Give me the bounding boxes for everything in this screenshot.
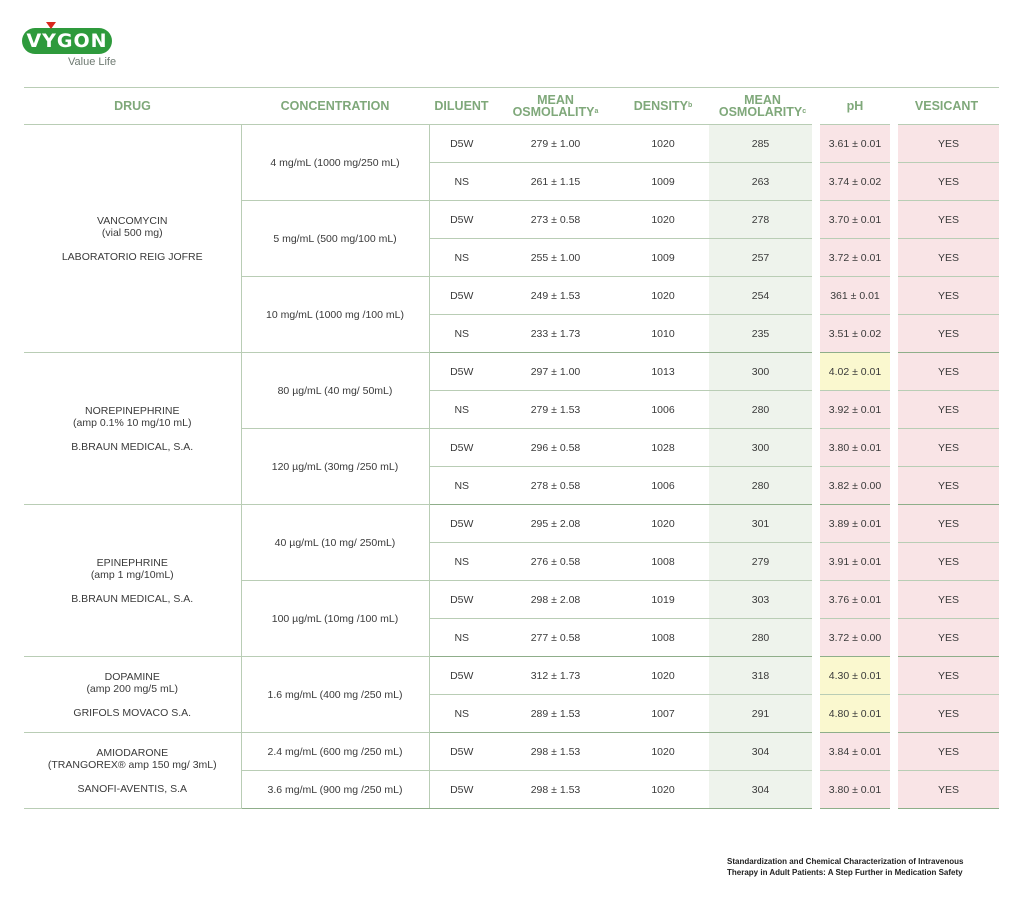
osmolality-cell: 276 ± 0.58 [494, 543, 617, 581]
table-row [24, 125, 999, 163]
density-cell: 1010 [617, 315, 709, 353]
ph-cell: 3.89 ± 0.01 [816, 505, 894, 543]
diluent-cell: D5W [429, 505, 494, 543]
ph-cell: 3.91 ± 0.01 [816, 543, 894, 581]
density-cell: 1020 [617, 505, 709, 543]
source-citation [727, 856, 987, 878]
vesicant-cell: YES [894, 353, 999, 391]
drug-name: DOPAMINE [104, 670, 160, 683]
diluent-cell: NS [429, 163, 494, 201]
osmolality-cell: 298 ± 2.08 [494, 581, 617, 619]
drug-cell [24, 657, 241, 733]
osmolarity-cell: 318 [709, 657, 816, 695]
vesicant-cell: YES [894, 125, 999, 163]
osmolality-cell: 279 ± 1.53 [494, 391, 617, 429]
header-drug: DRUG [24, 88, 241, 125]
density-cell: 1028 [617, 429, 709, 467]
osmolality-cell: 297 ± 1.00 [494, 353, 617, 391]
vesicant-cell: YES [894, 277, 999, 315]
osmolarity-cell: 280 [709, 391, 816, 429]
osmolarity-cell: 280 [709, 619, 816, 657]
logo-mark-icon [46, 22, 56, 29]
density-cell: 1020 [617, 771, 709, 809]
diluent-cell: NS [429, 695, 494, 733]
concentration-cell: 10 mg/mL (1000 mg /100 mL) [241, 277, 429, 353]
vesicant-cell: YES [894, 239, 999, 277]
drug-maker: B.BRAUN MEDICAL, S.A. [71, 592, 194, 605]
osmolarity-cell: 304 [709, 733, 816, 771]
concentration-cell: 120 µg/mL (30mg /250 mL) [241, 429, 429, 505]
osmolarity-cell: 303 [709, 581, 816, 619]
table-row [24, 353, 999, 391]
concentration-cell: 1.6 mg/mL (400 mg /250 mL) [241, 657, 429, 733]
ph-cell: 3.80 ± 0.01 [816, 429, 894, 467]
diluent-cell: D5W [429, 429, 494, 467]
osmolarity-cell: 278 [709, 201, 816, 239]
drug-characterization-table [24, 87, 999, 809]
ph-cell: 3.80 ± 0.01 [816, 771, 894, 809]
logo-tagline: Value Life [68, 56, 117, 68]
header-osmolarity-sup: c [802, 108, 807, 115]
drug-maker: SANOFI-AVENTIS, S.A [77, 782, 187, 795]
osmolality-cell: 233 ± 1.73 [494, 315, 617, 353]
vesicant-cell: YES [894, 201, 999, 239]
ph-cell: 3.72 ± 0.00 [816, 619, 894, 657]
density-cell: 1008 [617, 543, 709, 581]
ph-cell: 3.74 ± 0.02 [816, 163, 894, 201]
osmolality-cell: 312 ± 1.73 [494, 657, 617, 695]
concentration-cell: 80 µg/mL (40 mg/ 50mL) [241, 353, 429, 429]
table-row [24, 657, 999, 695]
diluent-cell: NS [429, 239, 494, 277]
ph-cell: 3.72 ± 0.01 [816, 239, 894, 277]
density-cell: 1006 [617, 391, 709, 429]
diluent-cell: D5W [429, 201, 494, 239]
concentration-cell: 100 µg/mL (10mg /100 mL) [241, 581, 429, 657]
density-cell: 1008 [617, 619, 709, 657]
osmolality-cell: 261 ± 1.15 [494, 163, 617, 201]
drug-name: AMIODARONE [96, 746, 169, 759]
density-cell: 1019 [617, 581, 709, 619]
table-row [24, 505, 999, 543]
logo-wordmark: VYGON [22, 28, 112, 54]
osmolarity-cell: 285 [709, 125, 816, 163]
concentration-cell: 3.6 mg/mL (900 mg /250 mL) [241, 771, 429, 809]
vesicant-cell: YES [894, 467, 999, 505]
diluent-cell: D5W [429, 353, 494, 391]
osmolarity-cell: 300 [709, 429, 816, 467]
diluent-cell: NS [429, 315, 494, 353]
header-density-sup: b [687, 102, 693, 109]
drug-maker: LABORATORIO REIG JOFRE [61, 250, 203, 263]
density-cell: 1009 [617, 239, 709, 277]
diluent-cell: NS [429, 619, 494, 657]
osmolality-cell: 289 ± 1.53 [494, 695, 617, 733]
drug-cell [24, 505, 241, 657]
osmolarity-cell: 280 [709, 467, 816, 505]
diluent-cell: D5W [429, 125, 494, 163]
density-cell: 1020 [617, 125, 709, 163]
vesicant-cell: YES [894, 429, 999, 467]
vesicant-cell: YES [894, 619, 999, 657]
header-density [617, 88, 709, 125]
density-cell: 1007 [617, 695, 709, 733]
density-cell: 1020 [617, 733, 709, 771]
drug-maker: B.BRAUN MEDICAL, S.A. [71, 440, 194, 453]
header-density-label: DENSITY [633, 99, 688, 113]
citation-line-2: Therapy in Adult Patients: A Step Further in Medication Safety [727, 868, 963, 877]
vesicant-cell: YES [894, 695, 999, 733]
vesicant-cell: YES [894, 315, 999, 353]
osmolality-cell: 296 ± 0.58 [494, 429, 617, 467]
drug-detail: (TRANGOREX® amp 150 mg/ 3mL) [47, 758, 217, 771]
header-ph: pH [816, 88, 894, 125]
density-cell: 1020 [617, 657, 709, 695]
osmolality-cell: 255 ± 1.00 [494, 239, 617, 277]
vesicant-cell: YES [894, 543, 999, 581]
ph-cell: 3.51 ± 0.02 [816, 315, 894, 353]
osmolarity-cell: 263 [709, 163, 816, 201]
vesicant-cell: YES [894, 505, 999, 543]
concentration-cell: 5 mg/mL (500 mg/100 mL) [241, 201, 429, 277]
drug-name: EPINEPHRINE [96, 556, 168, 569]
diluent-cell: NS [429, 543, 494, 581]
diluent-cell: D5W [429, 733, 494, 771]
osmolarity-cell: 257 [709, 239, 816, 277]
diluent-cell: D5W [429, 581, 494, 619]
header-osmolality-sup: a [594, 108, 599, 115]
ph-cell: 3.76 ± 0.01 [816, 581, 894, 619]
osmolality-cell: 249 ± 1.53 [494, 277, 617, 315]
density-cell: 1013 [617, 353, 709, 391]
concentration-cell: 2.4 mg/mL (600 mg /250 mL) [241, 733, 429, 771]
vesicant-cell: YES [894, 163, 999, 201]
ph-cell-highlighted: 4.80 ± 0.01 [816, 695, 894, 733]
vesicant-cell: YES [894, 771, 999, 809]
density-cell: 1006 [617, 467, 709, 505]
osmolality-cell: 273 ± 0.58 [494, 201, 617, 239]
density-cell: 1020 [617, 277, 709, 315]
drug-detail: (amp 200 mg/5 mL) [86, 682, 179, 695]
vesicant-cell: YES [894, 657, 999, 695]
osmolality-cell: 298 ± 1.53 [494, 771, 617, 809]
concentration-cell: 40 µg/mL (10 mg/ 250mL) [241, 505, 429, 581]
osmolarity-cell: 301 [709, 505, 816, 543]
drug-maker: GRIFOLS MOVACO S.A. [73, 706, 192, 719]
vesicant-cell: YES [894, 581, 999, 619]
drug-name: NOREPINEPHRINE [84, 404, 180, 417]
header-vesicant: VESICANT [894, 88, 999, 125]
osmolarity-cell: 235 [709, 315, 816, 353]
osmolarity-cell: 291 [709, 695, 816, 733]
citation-line-1: Standardization and Chemical Characterization of Intravenous [727, 857, 964, 866]
ph-cell: 3.84 ± 0.01 [816, 733, 894, 771]
concentration-cell: 4 mg/mL (1000 mg/250 mL) [241, 125, 429, 201]
vesicant-cell: YES [894, 733, 999, 771]
diluent-cell: NS [429, 391, 494, 429]
osmolality-cell: 279 ± 1.00 [494, 125, 617, 163]
vesicant-cell: YES [894, 391, 999, 429]
drug-detail: (vial 500 mg) [101, 226, 163, 239]
header-osmolarity [709, 88, 816, 125]
ph-cell: 3.70 ± 0.01 [816, 201, 894, 239]
ph-cell: 361 ± 0.01 [816, 277, 894, 315]
osmolarity-cell: 304 [709, 771, 816, 809]
vygon-logo [22, 22, 152, 72]
table-row [24, 733, 999, 771]
ph-cell: 3.61 ± 0.01 [816, 125, 894, 163]
header-diluent: DILUENT [429, 88, 494, 125]
osmolarity-cell: 279 [709, 543, 816, 581]
drug-detail: (amp 0.1% 10 mg/10 mL) [73, 416, 192, 429]
diluent-cell: D5W [429, 771, 494, 809]
drug-cell [24, 353, 241, 505]
osmolality-cell: 278 ± 0.58 [494, 467, 617, 505]
drug-name: VANCOMYCIN [97, 214, 168, 227]
drug-detail: (amp 1 mg/10mL) [90, 568, 174, 581]
ph-cell: 3.92 ± 0.01 [816, 391, 894, 429]
header-osmolality-label: MEAN OSMOLALITY [512, 93, 595, 119]
drug-cell [24, 733, 241, 809]
osmolarity-cell: 300 [709, 353, 816, 391]
ph-cell-highlighted: 4.02 ± 0.01 [816, 353, 894, 391]
density-cell: 1009 [617, 163, 709, 201]
header-concentration: CONCENTRATION [241, 88, 429, 125]
diluent-cell: D5W [429, 657, 494, 695]
ph-cell-highlighted: 4.30 ± 0.01 [816, 657, 894, 695]
osmolality-cell: 295 ± 2.08 [494, 505, 617, 543]
table-header-row [24, 88, 999, 125]
ph-cell: 3.82 ± 0.00 [816, 467, 894, 505]
header-osmolarity-label: MEAN OSMOLARITY [718, 93, 803, 119]
diluent-cell: NS [429, 467, 494, 505]
diluent-cell: D5W [429, 277, 494, 315]
density-cell: 1020 [617, 201, 709, 239]
osmolality-cell: 277 ± 0.58 [494, 619, 617, 657]
drug-cell [24, 125, 241, 353]
header-osmolality [494, 88, 617, 125]
osmolality-cell: 298 ± 1.53 [494, 733, 617, 771]
osmolarity-cell: 254 [709, 277, 816, 315]
